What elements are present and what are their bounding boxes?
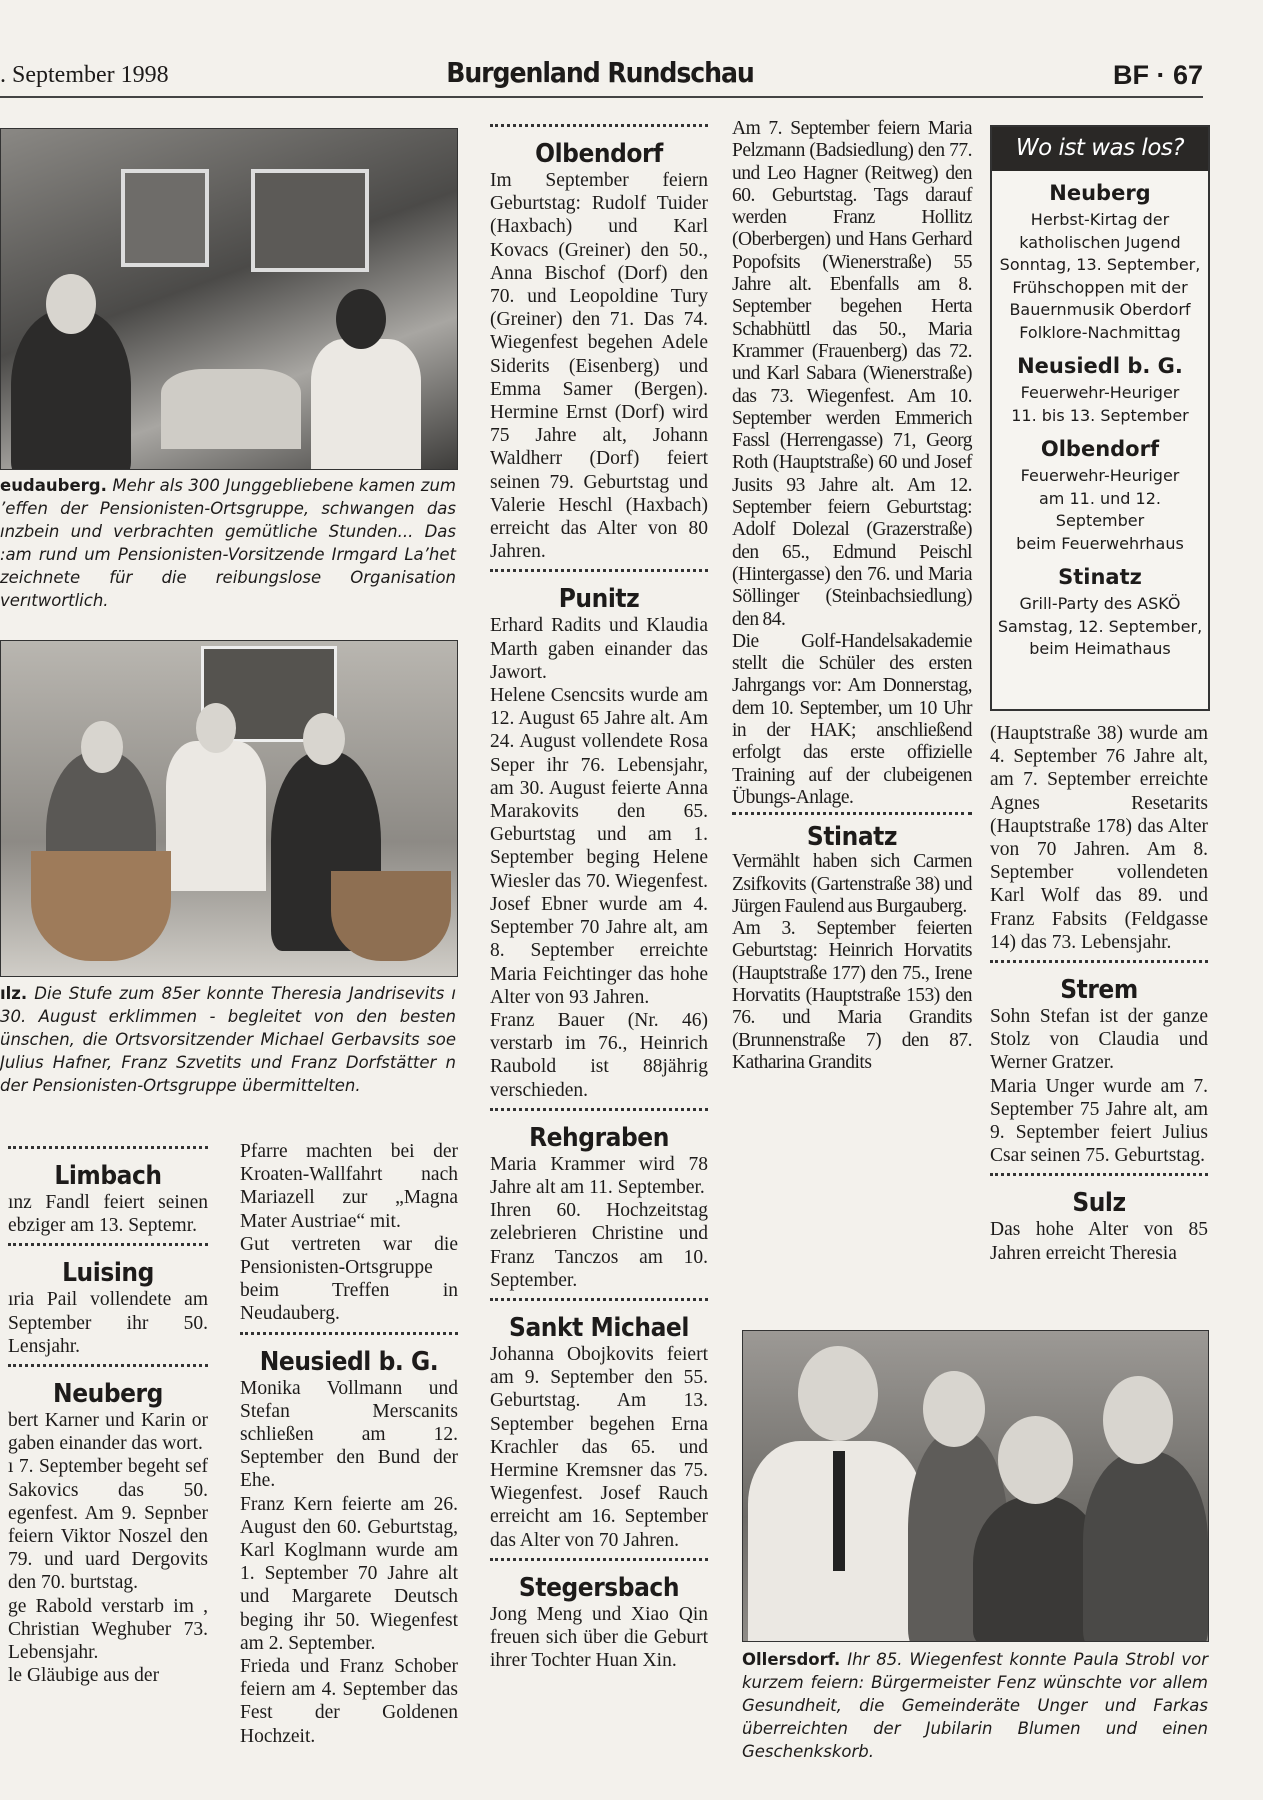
section-heading: Sulz [1072,1188,1126,1219]
photo-sulz [0,640,458,977]
article-paragraph: Die Golf-Handelsakademie stellt die Schüler des ersten Jahrgangs vor: Am Donnerstag, dem 10. September, um 10 Uhr in der HAK; anschließend erfolgt das erste offizielle Training auf der clubeigenen Übungs-Anlage. [732,630,972,808]
event-line: Frühschoppen mit der [1012,277,1188,297]
article-paragraph: Vermählt haben sich Carmen Zsifkovits (Gartenstraße 38) und Jürgen Faulend aus Burgauberg. [732,851,972,917]
caption-place: ılz. [0,984,28,1003]
caption-place: eudauberg. [0,476,107,495]
article-paragraph: Monika Vollmann und Stefan Merscanits schließen am 12. September den Bund der Ehe. [240,1377,458,1492]
caption-neudauberg [0,474,456,612]
event-line: Sonntag, 13. September, [999,255,1201,274]
event-item [992,352,1208,427]
photo-neudauberg [0,128,458,470]
header-rule [0,96,1203,98]
section-heading: Punitz [558,584,640,615]
section-heading: Strem [1060,975,1138,1006]
article-paragraph: ıria Pail vollendete am September ihr 50. Lensjahr. [8,1289,208,1357]
event-line: Grill-Party des ASKÖ [1019,594,1181,613]
page-number: BF · 67 [1112,60,1203,90]
article-paragraph: Ihren 60. Hochzeitstag zelebrieren Christine und Franz Tanczos am 10. September. [490,1200,708,1291]
events-box-title: Wo ist was los? [992,127,1208,171]
event-line: Feuerwehr-Heuriger [1020,466,1180,485]
article-paragraph: Pfarre machten bei der Kroaten-Wallfahrt nach Mariazell zur „Magna Mater Austriae“ mit. [240,1141,458,1232]
section-heading: Neuberg [53,1379,163,1410]
article-paragraph: ı 7. September begeht sef Sakovics das 50. egenfest. Am 9. Sepnber feiern Viktor Noszel den 79. und uard Dergovits den 70. burtstag. [8,1456,208,1594]
article-paragraph: Frieda und Franz Schober feiern am 4. September das Fest der Goldenen Hochzeit. [240,1656,458,1747]
article-paragraph: Erhard Radits und Klaudia Marth gaben einander das Jawort. [490,615,708,683]
caption-text: Mehr als 300 Junggebliebene kamen zum ’effen der Pensionisten-Ortsgruppe, schwangen das ınzbein und verbrachten gemütliche Stunden... Das :am rund um Pensionisten-Vorsitzende Irmgard La’het zeichnete für die reibungslose Organisation verıtwortlich. [0,476,456,610]
event-place: Stinatz [1058,565,1142,589]
article-paragraph: Sohn Stefan ist der ganze Stolz von Claudia und Werner Gratzer. [990,1006,1208,1074]
section-heading: Stinatz [806,822,898,853]
event-line: September [1055,511,1145,530]
caption-place: Ollersdorf. [742,1650,841,1669]
event-item [992,563,1208,661]
event-line: 11. bis 13. September [1011,405,1189,425]
event-line: Feuerwehr-Heuriger [1020,383,1180,402]
column-2 [240,1140,458,1748]
article-paragraph: (Hauptstraße 38) wurde am 4. September 76 Jahre alt, am 7. September erreichte Agnes Resetarits (Hauptstraße 178) das Alter von 70 Jahren. Am 8. September vollendeten Karl Wolf das 89. und Franz Fabsits (Feldgasse 14) das 73. Lebensjahr. [990,723,1208,953]
caption-text: Die Stufe zum 85er konnte Theresia Jandrisevits ı 30. August erklimmen - begleitet von den besten ünschen, die Ortsvorsitzender Michael Gerbavsits soe Julius Hafner, Franz Szvetits und Franz Dorfstätter n der Pensionisten-Ortsgruppe übermittelten. [0,984,457,1095]
section-heading: Luising [62,1258,154,1289]
newspaper-title: Burgenland Rundschau [446,56,754,89]
section-heading: Rehgraben [529,1122,669,1153]
section-heading: Stegersbach [518,1572,680,1603]
event-line: beim Heimathaus [1029,639,1171,658]
column-4 [732,118,972,1074]
article-paragraph: Am 7. September feiern Maria Pelzmann (Badsiedlung) den 77. und Leo Hagner (Reitweg) den 60. Geburtstag. Tags darauf werden Franz Hollitz (Oberbergen) und Hans Gerhard Popofsits (Wienerstraße) 55 Jahre alt. Ebenfalls am 8. September begehen Herta Schabhüttl das 50., Maria Krammer (Frauenberg) das 72. und Karl Sabara (Wienerstraße) das 73. Wiegenfest. Am 10. September werden Emmerich Fassl (Herrengasse) 71, Georg Roth (Hauptstraße) 60 und Josef Jusits 93 Jahre alt. Am 12. September feiern Geburtstag: Adolf Dolezal (Grazerstraße) den 65., Edmund Peischl (Hintergasse) den 76. und Maria Söllinger (Steinbachsiedlung) den 84. [732,118,972,630]
event-line: Folklore-Nachmittag [1019,322,1181,342]
article-paragraph: Jong Meng und Xiao Qin freuen sich über die Geburt ihrer Tochter Huan Xin. [490,1603,708,1672]
event-line: Samstag, 12. September, [997,616,1203,636]
column-5 [990,722,1208,1265]
issue-date: . September 1998 [0,62,169,88]
article-paragraph: bert Karner und Karin or gaben einander das wort. [8,1410,208,1455]
caption-sulz [0,982,456,1097]
section-heading: Olbendorf [535,139,663,169]
article-paragraph: ge Rabold verstarb im , Christian Weghuber 73. Lebensjahr. [8,1595,208,1664]
section-heading: Neusiedl b. G. [259,1346,439,1377]
events-box [990,125,1210,711]
article-paragraph: Helene Csencsits wurde am 12. August 65 Jahre alt. Am 24. August vollendete Rosa Seper ihr 76. Lebensjahr, am 30. August feierte Anna Marakovits den 65. Geburtstag und am 1. September beging Helene Wiesler das 70. Wiegenfest. Josef Ebner wurde am 4. September 70 Jahre alt, am 8. September erreichte Maria Feichtinger das hohe Alter von 93 Jahren. [490,685,708,1008]
column-3 [490,118,708,1672]
caption-ollersdorf [742,1648,1208,1763]
event-place: Olbendorf [1040,437,1160,461]
article-paragraph: Maria Unger wurde am 7. September 75 Jahre alt, am 9. September feiert Julius Csar seinen 75. Geburtstag. [990,1075,1208,1167]
article-paragraph: ınz Fandl feiert seinen ebziger am 13. Septemr. [8,1192,208,1237]
event-line: Bauernmusik Oberdorf [1009,300,1191,319]
photo-ollersdorf [742,1330,1209,1642]
article-paragraph: Im September feiern Geburtstag: Rudolf Tuider (Haxbach) und Karl Kovacs (Greiner) den 50., Anna Bischof (Dorf) den 70. und Leopoldine Tury (Greiner) den 71. Das 74. Wiegenfest begehen Adele Siderits (Eisenberg) und Emma Samer (Bergen). Hermine Ernst (Dorf) wird 75 Jahre alt, Johann Waldherr (Dorf) feiert seinen 79. Geburtstag und Valerie Heschl (Haxbach) erreicht das Alter von 80 Jahren. [490,170,708,563]
event-line: Herbst-Kirtag der [1030,210,1170,229]
event-line: katholischen Jugend [1019,232,1181,252]
article-paragraph: Am 3. September feierten Geburtstag: Heinrich Horvatits (Hauptstraße 177) den 75., Irene Horvatits (Hauptstraße 153) den 76. und Maria Grandits (Brunnenstraße 7) den 87. Katharina Grandits [732,918,972,1073]
section-heading: Sankt Michael [509,1312,689,1343]
event-line: beim Feuerwehrhaus [1016,533,1184,553]
article-paragraph: Franz Bauer (Nr. 46) verstarb im 76., Heinrich Raubold ist 88jährig verschieden. [490,1009,708,1101]
article-paragraph: Johanna Obojkovits feiert am 9. September den 55. Geburtstag. Am 13. September begehen Erna Krachler das 65. und Hermine Kremsner das 75. Wiegenfest. Josef Rauch erreicht am 16. September das Alter von 70 Jahren. [490,1343,708,1551]
article-paragraph: Maria Krammer wird 78 Jahre alt am 11. September. [490,1153,708,1198]
section-heading: Limbach [54,1161,162,1191]
event-line: am 11. und 12. [1039,488,1161,508]
caption-text: Ihr 85. Wiegenfest konnte Paula Strobl vor kurzem feiern: Bürgermeister Fenz wünschte vor allem Gesundheit, die Gemeinderäte Unger und Farkas überreichten der Jubilarin Blumen und einen Geschenkskorb. [742,1650,1208,1761]
column-1 [8,1140,208,1687]
event-place: Neusiedl b. G. [1017,354,1183,378]
event-place: Neuberg [1049,181,1151,205]
event-item [992,435,1208,555]
article-paragraph: Gut vertreten war die Pensionisten-Ortsgruppe beim Treffen in Neudauberg. [240,1233,458,1325]
article-paragraph: le Gläubige aus der [8,1665,160,1687]
event-item [992,179,1208,344]
article-paragraph: Das hohe Alter von 85 Jahren erreicht Theresia [990,1219,1208,1264]
article-paragraph: Franz Kern feierte am 26. August den 60. Geburtstag, Karl Koglmann wurde am 1. September 70 Jahre alt und Margarete Deutsch beging ihr 50. Wiegenfest am 2. September. [240,1493,458,1654]
